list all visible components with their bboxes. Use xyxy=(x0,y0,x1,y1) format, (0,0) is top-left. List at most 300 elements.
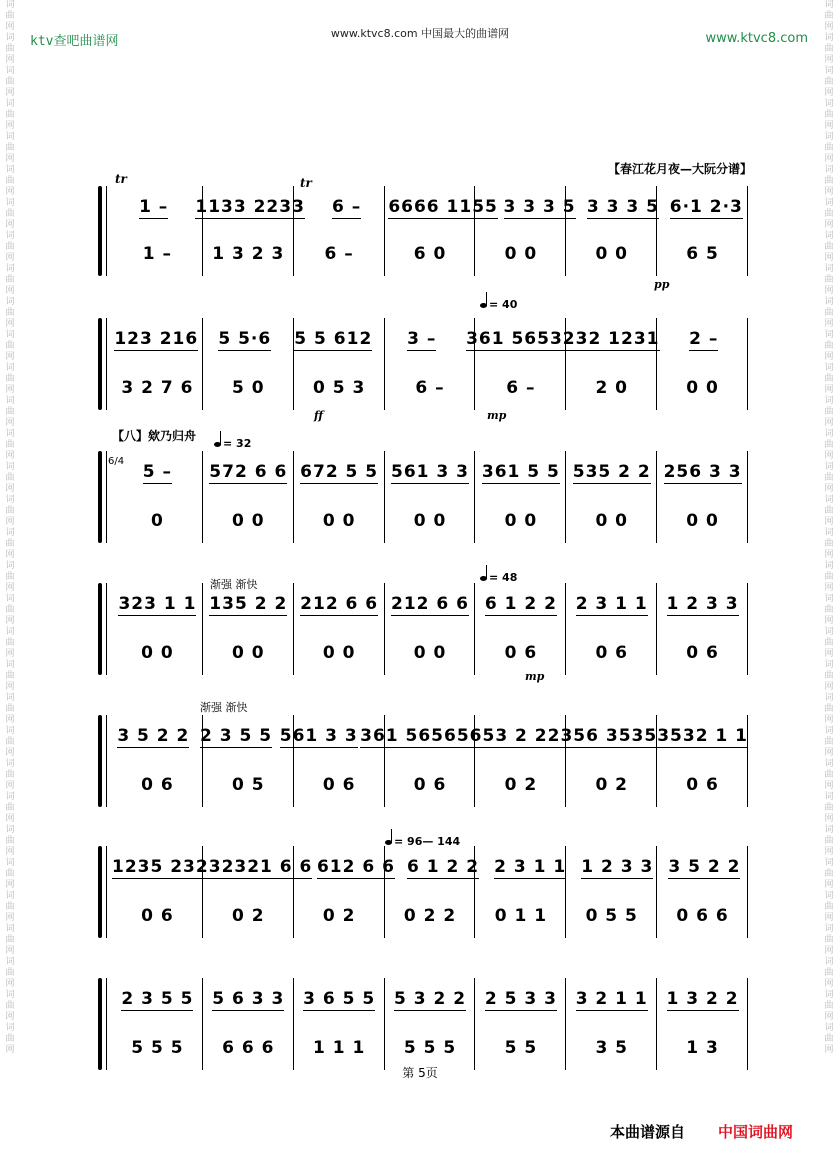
measure-notes: 5 5 5 xyxy=(403,1037,457,1058)
watermark-char: 网 xyxy=(5,187,15,197)
system-line xyxy=(106,846,107,938)
watermark-char: 词 xyxy=(5,990,15,1000)
watermark-char: 词 xyxy=(5,891,15,901)
watermark-char: 词 xyxy=(5,1023,15,1033)
watermark-char: 曲 xyxy=(5,671,15,681)
watermark-char: 曲 xyxy=(824,374,834,384)
watermark-char: 网 xyxy=(824,154,834,164)
watermark-char: 曲 xyxy=(5,77,15,87)
watermark-char: 词 xyxy=(824,264,834,274)
watermark-char: 曲 xyxy=(824,836,834,846)
measure xyxy=(660,322,749,358)
watermark-char: 曲 xyxy=(824,902,834,912)
measure-notes: 3 3 3 5 xyxy=(503,197,576,217)
measure xyxy=(657,719,748,755)
measure xyxy=(566,503,657,539)
watermark-char: 网 xyxy=(824,649,834,659)
measure-notes: 6 – xyxy=(415,377,445,398)
measure xyxy=(112,190,195,226)
watermark-char: 曲 xyxy=(5,539,15,549)
watermark-char: 网 xyxy=(5,913,15,923)
measure-notes: 5 5 xyxy=(504,1037,538,1058)
watermark-char: 曲 xyxy=(5,572,15,582)
measure xyxy=(112,1030,203,1066)
watermark-char: 网 xyxy=(5,781,15,791)
watermark-char: 网 xyxy=(5,1012,15,1022)
watermark-char: 网 xyxy=(824,121,834,131)
measure xyxy=(475,503,566,539)
measure xyxy=(385,370,476,406)
measure xyxy=(566,898,657,934)
watermark-char: 词 xyxy=(5,363,15,373)
watermark-char: 网 xyxy=(5,814,15,824)
measure xyxy=(385,1030,476,1066)
measure xyxy=(112,236,203,272)
measure-notes: 2 3 5 5 xyxy=(200,726,273,746)
measure xyxy=(388,190,498,226)
watermark-char: 词 xyxy=(5,825,15,835)
measure xyxy=(487,850,574,886)
watermark-char: 网 xyxy=(5,154,15,164)
watermark-char: 词 xyxy=(824,726,834,736)
measure xyxy=(112,635,203,671)
watermark-char: 网 xyxy=(824,979,834,989)
watermark-char: 曲 xyxy=(5,704,15,714)
watermark-char: 词 xyxy=(5,660,15,670)
watermark-char: 词 xyxy=(5,264,15,274)
watermark-char: 网 xyxy=(824,583,834,593)
measure xyxy=(574,850,661,886)
watermark-right xyxy=(822,0,836,1169)
watermark-char: 网 xyxy=(824,451,834,461)
system-brace xyxy=(98,186,102,276)
watermark-char: 网 xyxy=(5,220,15,230)
trill-mark: tr xyxy=(300,176,312,190)
watermark-char: 曲 xyxy=(824,638,834,648)
watermark-char: 曲 xyxy=(824,473,834,483)
measure-notes: 0 1 1 xyxy=(494,905,548,926)
watermark-char: 词 xyxy=(5,165,15,175)
watermark-char: 词 xyxy=(5,132,15,142)
watermark-char: 曲 xyxy=(824,968,834,978)
measure xyxy=(203,503,294,539)
measure-notes: 0 0 xyxy=(686,377,719,398)
measure-notes: 612 6 6 xyxy=(316,857,395,877)
measure xyxy=(475,370,566,406)
score-system xyxy=(98,583,748,675)
measure xyxy=(203,236,294,272)
measure xyxy=(203,587,294,623)
measure-notes: 0 6 xyxy=(413,774,447,795)
measure-notes: 361 5656 xyxy=(360,726,457,746)
measure-notes: 361 5653 xyxy=(466,329,563,349)
measure-notes: 0 6 xyxy=(686,642,719,663)
measure xyxy=(305,190,388,226)
watermark-char: 曲 xyxy=(824,803,834,813)
watermark-char: 网 xyxy=(824,286,834,296)
watermark-char: 词 xyxy=(824,957,834,967)
watermark-char: 曲 xyxy=(5,605,15,615)
system-line xyxy=(106,451,107,543)
watermark-char: 词 xyxy=(5,330,15,340)
measure-notes: 1133 2233 xyxy=(195,197,305,217)
lower-staff xyxy=(112,236,748,272)
measure xyxy=(657,370,748,406)
watermark-char: 曲 xyxy=(824,341,834,351)
watermark-char: 曲 xyxy=(824,737,834,747)
dynamic-mark: pp xyxy=(654,278,670,291)
measure xyxy=(203,1030,294,1066)
measure xyxy=(294,1030,385,1066)
measure xyxy=(294,898,385,934)
watermark-char: 词 xyxy=(824,495,834,505)
source-site-link[interactable]: 中国词曲网 xyxy=(718,1123,794,1141)
watermark-char: 网 xyxy=(824,715,834,725)
watermark-char: 网 xyxy=(824,913,834,923)
measure-notes: 3 5 xyxy=(595,1037,629,1058)
measure xyxy=(475,635,566,671)
watermark-char: 曲 xyxy=(5,1001,15,1011)
measure xyxy=(195,190,305,226)
watermark-char: 词 xyxy=(824,924,834,934)
header-right-site[interactable]: www.ktvc8.com xyxy=(705,31,808,46)
watermark-char: 网 xyxy=(5,55,15,65)
measure-notes: 3 6 5 5 xyxy=(303,989,376,1009)
tempo-mark: = 40 xyxy=(480,298,517,311)
measure-notes: 1235 2323 xyxy=(112,857,222,877)
lower-staff xyxy=(112,635,748,671)
watermark-char: 曲 xyxy=(5,506,15,516)
upper-staff xyxy=(112,455,748,491)
watermark-char: 网 xyxy=(5,880,15,890)
measure-notes: 3 2 1 1 xyxy=(575,989,648,1009)
score-system xyxy=(98,715,748,807)
measure-notes: 2356 3535 xyxy=(547,726,658,746)
measure-notes: 3 – xyxy=(407,329,437,349)
measure-notes: 0 0 xyxy=(322,510,356,531)
watermark-char: 曲 xyxy=(5,935,15,945)
measure-notes: 123 216 xyxy=(114,329,199,349)
upper-staff xyxy=(112,190,748,226)
watermark-char: 曲 xyxy=(5,902,15,912)
measure xyxy=(112,850,222,886)
piece-title: 【春江花月夜—大阮分谱】 xyxy=(607,162,752,176)
watermark-char: 网 xyxy=(5,451,15,461)
measure xyxy=(203,767,294,803)
measure-notes: 5 5 612 xyxy=(294,329,373,349)
score-system xyxy=(98,186,748,276)
watermark-char: 曲 xyxy=(824,407,834,417)
watermark-char: 词 xyxy=(824,0,834,10)
expression-mark: 渐强 渐快 xyxy=(210,578,258,591)
watermark-char: 词 xyxy=(5,198,15,208)
measure-notes: 5 6 3 3 xyxy=(212,989,285,1009)
watermark-char: 词 xyxy=(5,99,15,109)
measure-notes: 0 6 xyxy=(322,774,356,795)
measure-notes: 6·1 2·3 xyxy=(669,197,743,217)
system-brace xyxy=(98,318,102,410)
watermark-char: 词 xyxy=(5,858,15,868)
measure xyxy=(400,850,487,886)
measure-notes: 6 1 2 2 xyxy=(484,594,557,614)
measure xyxy=(657,587,748,623)
watermark-char: 网 xyxy=(824,319,834,329)
system-line xyxy=(106,318,107,410)
system-line xyxy=(106,978,107,1070)
measure xyxy=(581,190,664,226)
watermark-char: 网 xyxy=(824,385,834,395)
watermark-char: 网 xyxy=(824,517,834,527)
measure-notes: 1 – xyxy=(142,243,173,264)
measure-notes: 2 5 3 3 xyxy=(484,989,557,1009)
measure-notes: 2 3 1 1 xyxy=(494,857,567,877)
measure xyxy=(385,503,476,539)
watermark-char: 词 xyxy=(824,330,834,340)
upper-staff xyxy=(112,850,748,886)
score-system xyxy=(98,978,748,1070)
measure-notes: 0 2 xyxy=(322,905,356,926)
measure-notes: 3 5 2 2 xyxy=(117,726,190,746)
measure xyxy=(201,322,290,358)
measure-notes: 232 1231 xyxy=(562,329,660,349)
watermark-char: 词 xyxy=(824,132,834,142)
measure-notes: 535 2 2 xyxy=(572,462,651,482)
watermark-char: 词 xyxy=(5,429,15,439)
watermark-char: 曲 xyxy=(5,473,15,483)
watermark-char: 曲 xyxy=(824,275,834,285)
watermark-char: 词 xyxy=(824,231,834,241)
watermark-char: 网 xyxy=(824,748,834,758)
watermark-char: 曲 xyxy=(5,110,15,120)
watermark-char: 网 xyxy=(5,88,15,98)
watermark-char: 网 xyxy=(824,1045,834,1055)
measure xyxy=(195,719,278,755)
score-system xyxy=(98,846,748,938)
watermark-char: 曲 xyxy=(5,638,15,648)
watermark-char: 曲 xyxy=(5,869,15,879)
measure-notes: 2 3 5 5 xyxy=(121,989,194,1009)
watermark-char: 词 xyxy=(5,792,15,802)
measure xyxy=(657,635,748,671)
measure xyxy=(566,587,657,623)
measure-notes: 0 xyxy=(151,510,164,531)
measure-notes: 5 5 5 xyxy=(131,1037,184,1058)
watermark-char: 词 xyxy=(5,759,15,769)
measure xyxy=(657,503,748,539)
measure-notes: 2 0 xyxy=(595,377,629,398)
measure-notes: 1 2 3 3 xyxy=(581,857,654,877)
measure xyxy=(360,719,457,755)
measure xyxy=(566,982,657,1018)
measure xyxy=(203,635,294,671)
measure-notes: 1 – xyxy=(139,197,169,217)
measure-notes: 135 2 2 xyxy=(209,594,288,614)
watermark-char: 词 xyxy=(824,66,834,76)
watermark-char: 词 xyxy=(5,957,15,967)
measure-notes: 2321 6 6 xyxy=(221,857,313,877)
watermark-char: 网 xyxy=(5,649,15,659)
expression-mark: 渐强 渐快 xyxy=(200,701,248,714)
watermark-char: 曲 xyxy=(824,869,834,879)
watermark-char: 词 xyxy=(5,396,15,406)
measure-notes: 5 3 2 2 xyxy=(393,989,467,1009)
watermark-char: 词 xyxy=(5,462,15,472)
measure-notes: 0 2 xyxy=(595,774,629,795)
watermark-char: 词 xyxy=(824,396,834,406)
measure-notes: 5653 2 2 xyxy=(456,726,548,746)
watermark-char: 网 xyxy=(824,253,834,263)
watermark-char: 词 xyxy=(824,858,834,868)
watermark-char: 词 xyxy=(824,594,834,604)
measure xyxy=(475,1030,566,1066)
watermark-char: 曲 xyxy=(5,11,15,21)
watermark-char: 网 xyxy=(824,88,834,98)
measure-notes: 3 5 2 2 xyxy=(668,857,741,877)
watermark-char: 曲 xyxy=(5,737,15,747)
measure xyxy=(385,635,476,671)
watermark-char: 网 xyxy=(5,715,15,725)
watermark-char: 词 xyxy=(824,165,834,175)
measure xyxy=(294,982,385,1018)
tempo-mark: = 48 xyxy=(480,571,517,584)
measure xyxy=(289,322,378,358)
measure-notes: 6 – xyxy=(332,197,362,217)
lower-staff xyxy=(112,503,748,539)
watermark-char: 词 xyxy=(824,693,834,703)
watermark-char: 网 xyxy=(5,583,15,593)
upper-staff xyxy=(112,982,748,1018)
measure xyxy=(294,370,385,406)
measure-notes: 0 0 xyxy=(504,243,538,264)
measure-notes: 0 6 6 xyxy=(676,905,729,926)
measure xyxy=(312,850,399,886)
measure-notes: 561 3 3 xyxy=(279,726,358,746)
watermark-char: 词 xyxy=(824,627,834,637)
system-brace xyxy=(98,978,102,1070)
watermark-left xyxy=(3,0,17,1169)
watermark-char: 曲 xyxy=(824,176,834,186)
watermark-char: 曲 xyxy=(824,308,834,318)
watermark-char: 曲 xyxy=(824,704,834,714)
measure-notes: 0 5 3 xyxy=(312,377,366,398)
measure xyxy=(112,898,203,934)
watermark-char: 词 xyxy=(5,528,15,538)
watermark-char: 词 xyxy=(824,891,834,901)
source-label: 本曲谱源自 xyxy=(610,1123,686,1141)
header-left-site[interactable]: ktv查吧曲谱网 xyxy=(30,34,119,49)
measure-notes: 0 0 xyxy=(322,642,356,663)
lower-staff xyxy=(112,1030,748,1066)
watermark-char: 网 xyxy=(824,550,834,560)
measure xyxy=(112,503,203,539)
watermark-char: 曲 xyxy=(824,935,834,945)
watermark-char: 网 xyxy=(5,484,15,494)
measure-notes: 6 – xyxy=(506,377,536,398)
system-line xyxy=(106,583,107,675)
measure-notes: 5 0 xyxy=(232,377,265,398)
watermark-char: 网 xyxy=(5,319,15,329)
watermark-char: 网 xyxy=(824,814,834,824)
measure xyxy=(294,635,385,671)
header-center-site: www.ktvc8.com 中国最大的曲谱网 xyxy=(330,27,510,40)
measure xyxy=(203,982,294,1018)
measure-notes: 6 5 xyxy=(686,243,719,264)
watermark-char: 网 xyxy=(5,352,15,362)
measure-notes: 212 6 6 xyxy=(300,594,379,614)
measure xyxy=(475,236,566,272)
measure-notes: 2 3 1 1 xyxy=(575,594,648,614)
measure xyxy=(112,767,203,803)
watermark-char: 网 xyxy=(824,847,834,857)
watermark-char: 网 xyxy=(5,847,15,857)
measure-notes: 6666 1155 xyxy=(388,197,498,217)
trill-mark: tr xyxy=(115,172,127,186)
lower-staff xyxy=(112,767,748,803)
section-title: 【八】欸乃归舟 xyxy=(112,429,197,443)
watermark-char: 网 xyxy=(824,781,834,791)
watermark-char: 词 xyxy=(824,363,834,373)
measure-notes: 0 5 5 xyxy=(585,905,638,926)
watermark-char: 网 xyxy=(5,1045,15,1055)
measure xyxy=(294,236,385,272)
watermark-char: 词 xyxy=(5,594,15,604)
measure xyxy=(294,767,385,803)
measure xyxy=(661,850,748,886)
measure-notes: 3 2 7 6 xyxy=(121,377,194,398)
watermark-char: 网 xyxy=(5,682,15,692)
measure-notes: 0 6 xyxy=(595,642,629,663)
measure xyxy=(112,455,203,491)
measure-notes: 0 0 xyxy=(232,642,265,663)
watermark-char: 曲 xyxy=(824,539,834,549)
measure xyxy=(112,587,203,623)
tempo-mark: = 96— 144 xyxy=(385,835,460,848)
watermark-char: 词 xyxy=(5,726,15,736)
measure xyxy=(566,370,657,406)
watermark-char: 网 xyxy=(5,979,15,989)
watermark-char: 网 xyxy=(5,286,15,296)
measure-notes: 0 0 xyxy=(413,510,447,531)
watermark-char: 词 xyxy=(5,495,15,505)
watermark-char: 词 xyxy=(824,33,834,43)
watermark-char: 曲 xyxy=(5,440,15,450)
measure xyxy=(112,370,203,406)
measure xyxy=(566,236,657,272)
measure xyxy=(475,587,566,623)
measure-notes: 3 3 3 5 xyxy=(586,197,659,217)
watermark-char: 曲 xyxy=(5,407,15,417)
watermark-char: 网 xyxy=(5,22,15,32)
page-number: 第 5页 xyxy=(402,1066,438,1080)
measure-notes: 0 6 xyxy=(141,905,174,926)
watermark-char: 网 xyxy=(5,946,15,956)
watermark-char: 词 xyxy=(824,429,834,439)
measure xyxy=(566,1030,657,1066)
measure-notes: 361 5 5 xyxy=(481,462,560,482)
watermark-char: 词 xyxy=(824,462,834,472)
watermark-char: 曲 xyxy=(5,143,15,153)
watermark-char: 曲 xyxy=(824,605,834,615)
measure xyxy=(498,190,581,226)
measure-notes: 323 1 1 xyxy=(118,594,197,614)
watermark-char: 曲 xyxy=(5,1034,15,1044)
measure xyxy=(222,850,313,886)
measure-notes: 0 0 xyxy=(413,642,447,663)
watermark-char: 曲 xyxy=(5,176,15,186)
watermark-char: 网 xyxy=(5,748,15,758)
watermark-char: 网 xyxy=(5,418,15,428)
watermark-char: 词 xyxy=(824,297,834,307)
